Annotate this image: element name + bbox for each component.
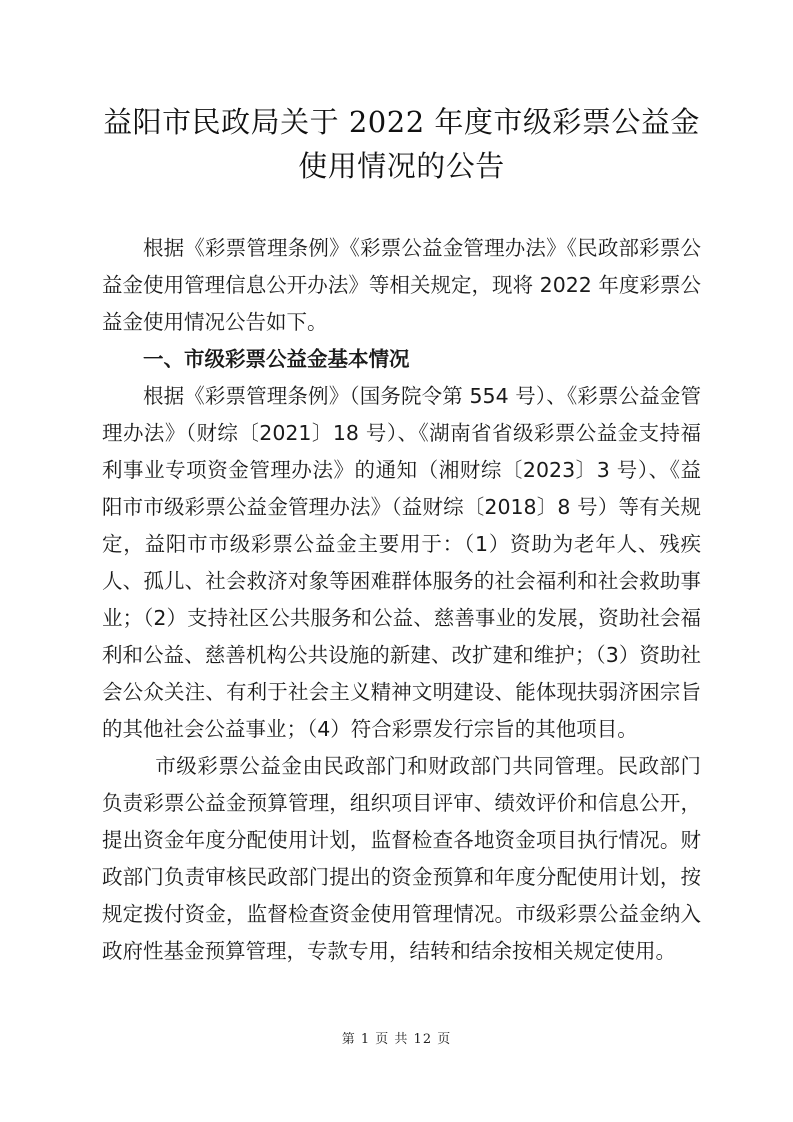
document-body [102,230,701,970]
document-title [102,0,701,188]
title-line-2: 使用情况的公告 [298,149,505,183]
body-paragraph: 市级彩票公益金由民政部门和财政部门共同管理。民政部门负责彩票公益金预算管理，组织项目评审、绩效评价和信息公开，提出资金年度分配使用计划，监督检查各地资金项目执行情况。财政部门负责审核民政部门提出的资金预算和年度分配使用计划，按规定拨付资金，监督检查资金使用管理情况。市级彩票公益金纳入政府性基金预算管理，专款专用，结转和结余按相关规定使用。 [102,754,701,963]
page-number: 第 1 页 共 12 页 [341,1032,452,1047]
section-heading: 一、市级彩票公益金基本情况 [143,347,410,371]
intro-paragraph: 根据《彩票管理条例》《彩票公益金管理办法》《民政部彩票公益金使用管理信息公开办法》等相关规定，现将 2022 年度彩票公益金使用情况公告如下。 [102,236,701,334]
title-line-1: 益阳市民政局关于 2022 年度市级彩票公益金 [103,105,700,139]
body-paragraph: 根据《彩票管理条例》（国务院令第 554 号）、《彩票公益金管理办法》（财综〔2021〕18 号）、《湖南省省级彩票公益金支持福利事业专项资金管理办法》的通知（湘财综〔2023〕3 号）、《益阳市市级彩票公益金管理办法》（益财综〔2018〕8 号）等有关规定，益阳市市级彩票公益金主要用于：（1）资助为老年人、残疾人、孤儿、社会救济对象等困难群体服务的社会福利和社会救助事业；（2）支持社区公共服务和公益、慈善事业的发展，资助社会福利和公益、慈善机构公共设施的新建、改扩建和维护；（3）资助社会公众关注、有利于社会主义精神文明建设、能体现扶弱济困宗旨的其他社会公益事业；（4）符合彩票发行宗旨的其他项目。 [102,384,701,741]
